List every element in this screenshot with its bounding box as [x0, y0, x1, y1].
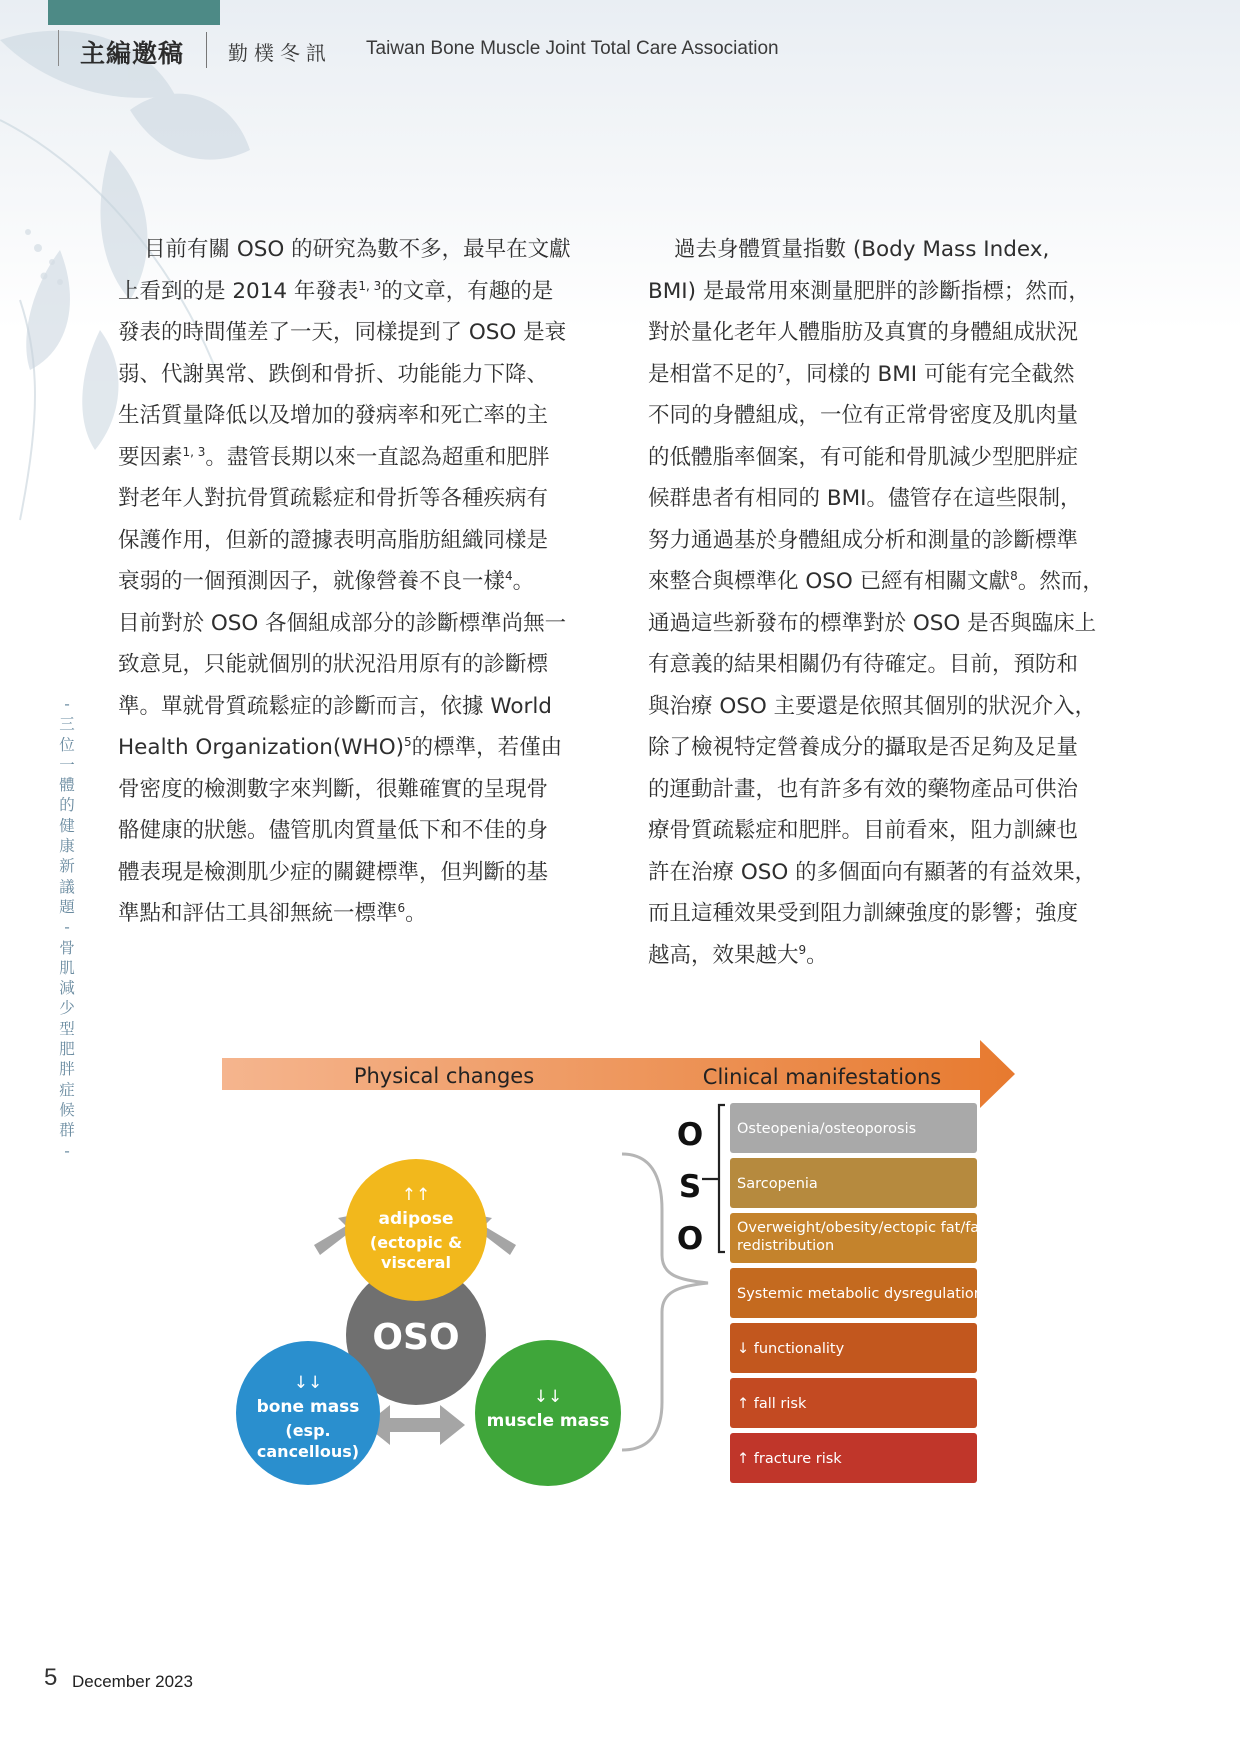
paragraph-line: 的運動計畫，也有許多有效的藥物產品可供治 — [648, 776, 1079, 802]
side-label-char: 減 — [59, 979, 75, 998]
adipose-circle — [345, 1159, 487, 1301]
side-label-char: 肥 — [59, 1040, 75, 1059]
bone-mass-detail: cancellous) — [256, 1442, 360, 1461]
paragraph-line: 而且這種效果受到阻力訓練強度的影響；強度 — [648, 901, 1079, 926]
citation: 5 — [404, 734, 412, 749]
manifestation-label: Overweight/obesity/ectopic fat/fat — [737, 1220, 985, 1236]
side-label-char: 體 — [59, 776, 75, 795]
oso-letter-o: O — [676, 1117, 704, 1153]
paragraph-line: 療骨質疏鬆症和肥胖。目前看來，阻力訓練也 — [648, 818, 1079, 843]
side-label-char: 位 — [59, 735, 75, 754]
oso-bracket — [702, 1105, 725, 1252]
manifestation-label: ↓ functionality — [737, 1341, 845, 1357]
bone-mass-detail: (esp. — [285, 1421, 331, 1440]
association-name: Taiwan Bone Muscle Joint Total Care Association — [366, 38, 779, 59]
header-divider — [206, 32, 207, 68]
paragraph-line: 上看到的是 2014 年發表$^{1, 3}$的文章，有趣的是 — [118, 278, 554, 304]
section-title: 主編邀稿 — [80, 39, 185, 68]
side-label-char: - — [64, 695, 70, 713]
paragraph-line: 努力通過基於身體組成分析和測量的診斷標準 — [648, 527, 1079, 553]
paragraph-line: 候群患者有相同的 BMI。儘管存在這些限制， — [648, 486, 1082, 511]
oso-figure — [210, 1040, 1030, 1540]
arrow-label-clinical-manifestations: Clinical manifestations — [702, 1065, 942, 1089]
paragraph-line: 許在治療 OSO 的多個面向有顯著的有益效果， — [648, 859, 1097, 885]
manifestation-label: ↑ fracture risk — [737, 1451, 842, 1467]
paragraph-line: 對於量化老年人體脂肪及真實的身體組成狀況 — [648, 320, 1079, 345]
paragraph-line: 來整合與標準化 OSO 已經有相關文獻$^8$。然而， — [648, 568, 1104, 594]
side-label-char: 新 — [59, 857, 75, 876]
citation: 7 — [777, 361, 785, 376]
citation: 8 — [1010, 568, 1018, 583]
side-label-char: 肌 — [59, 958, 75, 977]
paragraph-line: 發表的時間僅差了一天，同樣提到了 OSO 是衰 — [118, 320, 567, 345]
citation: 1, 3 — [182, 444, 206, 459]
bone-mass-arrows: ↓↓ — [293, 1373, 323, 1393]
manifestation-label: redistribution — [737, 1238, 835, 1254]
paragraph-line: 目前對於 OSO 各個組成部分的診斷標準尚無一 — [118, 610, 567, 636]
manifestation-label: Osteopenia/osteoporosis — [737, 1121, 917, 1137]
paragraph-line: 生活質量降低以及增加的發病率和死亡率的主 — [118, 403, 549, 428]
header-accent-tab — [48, 0, 220, 25]
adipose-label: adipose — [378, 1209, 454, 1229]
manifestation-label: Systemic metabolic dysregulation — [737, 1286, 983, 1302]
paragraph-line: 骼健康的狀態。儘管肌肉質量低下和不佳的身 — [118, 818, 549, 843]
paragraph-line: BMI) 是最常用來測量肥胖的診斷指標；然而， — [648, 278, 1090, 304]
paragraph-line: 目前有關 OSO 的研究為數不多，最早在文獻 — [144, 237, 571, 262]
side-label-char: 的 — [59, 796, 75, 815]
adipose-detail: visceral — [381, 1253, 451, 1272]
paragraph-line: 越高，效果越大$^9$。 — [648, 942, 828, 968]
right-column — [648, 229, 1118, 976]
issue-date: December 2023 — [72, 1672, 193, 1691]
side-label-char: 少 — [59, 999, 75, 1018]
bone-mass-label: bone mass — [256, 1397, 360, 1417]
paragraph-line: 有意義的結果相關仍有待確定。目前，預防和 — [648, 652, 1079, 677]
side-label-char: - — [64, 1141, 70, 1160]
paragraph-line: 骨密度的檢測數字來判斷，很難確實的呈現骨 — [118, 776, 549, 802]
side-label-char: 三 — [59, 715, 75, 734]
oso-letter-o: O — [676, 1221, 704, 1257]
side-label-char: 骨 — [59, 938, 75, 957]
paragraph-line: 弱、代謝異常、跌倒和骨折、功能能力下降、 — [118, 361, 549, 387]
left-column — [118, 229, 588, 935]
paragraph-line: 是相當不足的$^7$，同樣的 BMI 可能有完全截然 — [648, 361, 1075, 387]
side-topic-label — [57, 694, 77, 1161]
paragraph-line: 通過這些新發布的標準對於 OSO 是否與臨床上 — [648, 610, 1097, 636]
paragraph-line: 要因素$^{1, 3}$。盡管長期以來一直認為超重和肥胖 — [118, 444, 550, 470]
arrow-label-physical-changes: Physical changes — [353, 1064, 535, 1088]
adipose-arrows: ↑↑ — [401, 1185, 431, 1205]
paragraph-line: Health Organization(WHO)$^5$的標準，若僅由 — [118, 734, 563, 760]
paragraph-line: 與治療 OSO 主要還是依照其個別的狀況介入， — [648, 693, 1097, 719]
paragraph-line: 衰弱的一個預測因子，就像營養不良一樣$^4$。 — [118, 568, 535, 594]
side-label-char: 題 — [59, 897, 75, 916]
citation: 6 — [397, 900, 406, 915]
side-label-char: 健 — [59, 816, 75, 835]
paragraph-line: 體表現是檢測肌少症的關鍵標準，但判斷的基 — [118, 859, 549, 885]
manifestation-label: ↑ fall risk — [737, 1396, 807, 1412]
side-label-char: 症 — [59, 1080, 75, 1099]
paragraph-line: 過去身體質量指數 (Body Mass Index, — [674, 237, 1050, 262]
side-label-char: 候 — [59, 1100, 75, 1119]
manifestation-boxes — [730, 1103, 985, 1483]
side-label-char: - — [64, 918, 70, 937]
side-label-char: 群 — [59, 1121, 75, 1140]
paragraph-line: 準點和評估工具卻無統一標準$^6$。 — [118, 900, 427, 926]
paragraph-line: 準。單就骨質疏鬆症的診斷而言，依據 World — [118, 693, 552, 719]
paragraph-line: 致意見，只能就個別的狀況沿用原有的診斷標 — [118, 652, 549, 677]
oso-center-label: OSO — [372, 1317, 460, 1358]
adipose-detail: (ectopic & — [369, 1233, 463, 1252]
oso-diagram — [210, 1040, 1030, 1540]
citation: 4 — [505, 568, 513, 583]
paragraph-line: 的低體脂率個案，有可能和骨肌減少型肥胖症 — [648, 444, 1079, 470]
publication-name: 勤樸冬訊 — [228, 41, 332, 65]
header-left-rule — [58, 30, 59, 66]
side-label-char: 胖 — [59, 1060, 75, 1079]
citation: 1, 3 — [358, 278, 382, 293]
muscle-mass-label: muscle mass — [486, 1411, 610, 1431]
muscle-mass-arrows: ↓↓ — [533, 1387, 563, 1407]
citation: 9 — [798, 942, 807, 957]
side-label-char: 議 — [59, 877, 75, 896]
side-label-char: 型 — [59, 1019, 75, 1038]
manifestation-label: Sarcopenia — [737, 1176, 818, 1192]
paragraph-line: 保護作用，但新的證據表明高脂肪組織同樣是 — [118, 527, 549, 553]
paragraph-line: 除了檢視特定營養成分的攝取是否足夠及足量 — [648, 735, 1079, 760]
side-label-char: 一 — [59, 755, 75, 774]
oso-letter-s: S — [678, 1169, 702, 1205]
side-label-char: 康 — [59, 837, 75, 856]
paragraph-line: 對老年人對抗骨質疏鬆症和骨折等各種疾病有 — [118, 486, 549, 511]
paragraph-line: 不同的身體組成，一位有正常骨密度及肌肉量 — [648, 403, 1079, 428]
page-number: 5 — [44, 1664, 58, 1691]
